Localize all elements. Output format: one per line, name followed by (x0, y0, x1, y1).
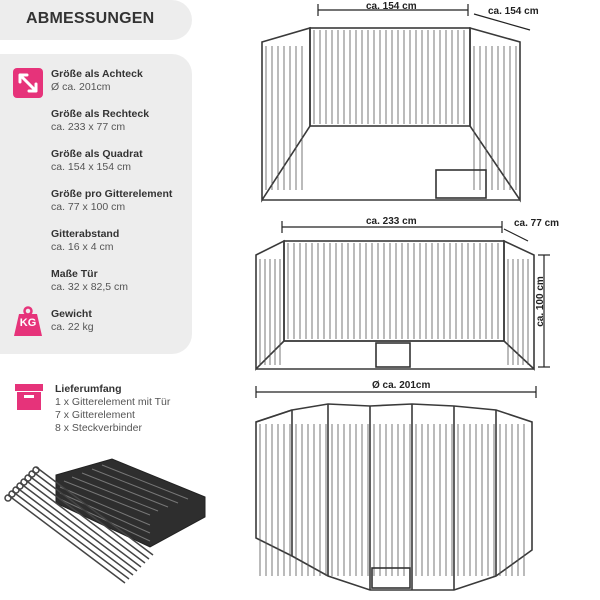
spec-label: Maße Tür (51, 268, 98, 280)
rectangle-width-label: ca. 233 cm (366, 216, 417, 227)
spec-element-size (51, 188, 196, 214)
rectangle-configuration-drawing (250, 215, 600, 375)
title-banner (0, 0, 192, 40)
spec-value: ca. 77 x 100 cm (51, 201, 126, 213)
kg-weight-icon (13, 306, 43, 336)
octagon-diameter-label: Ø ca. 201cm (372, 380, 431, 391)
spec-label: Größe pro Gitterelement (51, 188, 173, 200)
spec-octagon (51, 68, 196, 94)
square-width-label: ca. 154 cm (366, 1, 417, 12)
scope-item: 7 x Gitterelement (55, 409, 135, 421)
spec-value: Ø ca. 201cm (51, 81, 111, 93)
resize-arrows-icon (13, 68, 43, 98)
spec-label: Größe als Achteck (51, 68, 143, 80)
spec-value: ca. 154 x 154 cm (51, 161, 131, 173)
spec-value: ca. 22 kg (51, 321, 94, 333)
scope-label: Lieferumfang (55, 383, 122, 395)
scope-item: 1 x Gitterelement mit Tür (55, 396, 171, 408)
spec-square (51, 148, 196, 174)
rectangle-depth-label: ca. 77 cm (514, 218, 560, 229)
square-configuration-drawing (250, 0, 600, 210)
spec-label: Größe als Rechteck (51, 108, 150, 120)
packed-panels-illustration (0, 455, 215, 600)
rectangle-height-label: ca. 100 cm (534, 276, 546, 327)
spec-value: ca. 16 x 4 cm (51, 241, 114, 253)
square-depth-label: ca. 154 cm (488, 6, 539, 17)
spec-grid-spacing (51, 228, 196, 254)
spec-label: Gitterabstand (51, 228, 120, 240)
spec-label: Gewicht (51, 308, 92, 320)
page-title: ABMESSUNGEN (26, 10, 155, 27)
spec-label: Größe als Quadrat (51, 148, 143, 160)
scope-item: 8 x Steckverbinder (55, 422, 142, 434)
spec-rectangle (51, 108, 196, 134)
spec-value: ca. 233 x 77 cm (51, 121, 126, 133)
delivery-scope (55, 383, 170, 435)
spec-weight (51, 308, 196, 334)
kg-label: KG (19, 317, 37, 329)
package-box-icon (14, 382, 44, 412)
octagon-configuration-drawing (250, 380, 600, 600)
spec-value: ca. 32 x 82,5 cm (51, 281, 129, 293)
spec-door (51, 268, 196, 294)
